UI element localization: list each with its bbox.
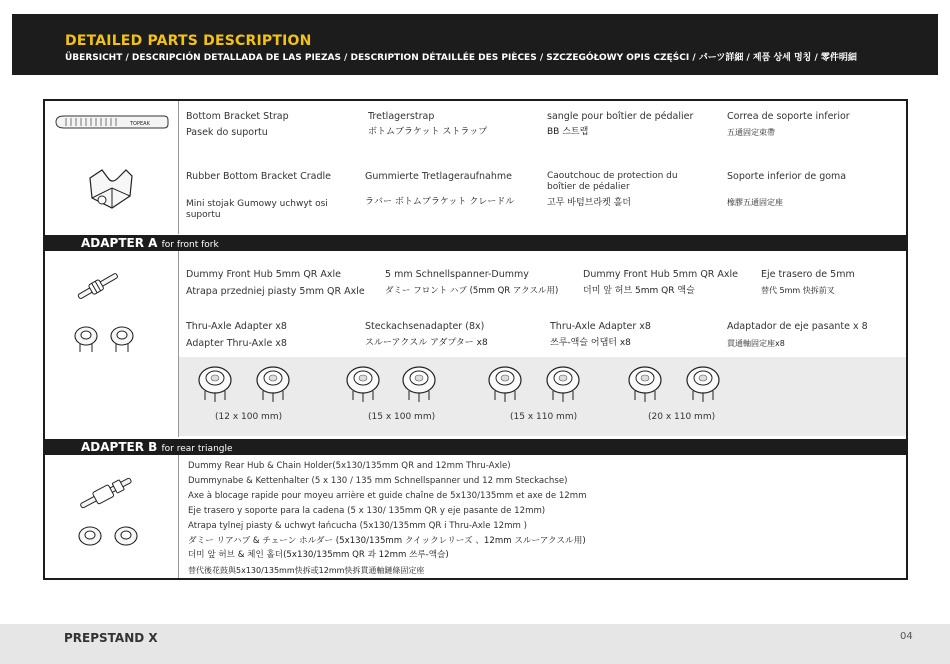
strap-es: Correa de soporte inferior [727,111,850,122]
rear-line-en: Dummy Rear Hub & Chain Holder(5x130/135mm QR and 12mm Thru-Axle) [188,461,511,471]
page-number: 04 [900,631,913,642]
page-title: DETAILED PARTS DESCRIPTION [65,33,312,49]
size-label-1: (12 x 100 mm) [215,412,283,422]
adapter-b-label: ADAPTER B [81,440,158,454]
thru-en: Thru-Axle Adapter x8 [186,321,287,332]
thru-es: Adaptador de eje pasante x 8 [727,321,868,332]
thru-ja: スルーアクスル アダプター x8 [365,338,488,348]
adapter-a-heading [81,236,219,250]
cradle-fr: Caoutchouc de protection du boîtier de pédalier [547,171,678,192]
thru-fr: Thru-Axle Adapter x8 [550,321,651,332]
size-label-2: (15 x 100 mm) [368,412,436,422]
rear-line-fr: Axe à blocage rapide pour moyeu arrière et guide chaîne de 5x130/135mm et axe de 12mm [188,491,587,501]
rear-line-zh: 替代後花鼓與5x130/135mm快拆或12mm快拆貫通軸鏈條固定座 [188,566,425,575]
hub-pl: Atrapa przedniej piasty 5mm QR Axle [186,286,365,297]
hub-es: Eje trasero de 5mm [761,269,855,280]
thru-zh: 貫通軸固定座x8 [727,339,785,348]
strap-de: Tretlagerstrap [368,111,435,122]
hub-de: 5 mm Schnellspanner-Dummy [385,269,529,280]
rear-line-pl: Atrapa tylnej piasty & uchwyt łańcucha (5x130/135mm QR i Thru-Axle 12mm ) [188,521,527,531]
cradle-zh: 橡膠五通固定座 [727,198,783,207]
page-header [12,14,938,75]
rear-line-ko: 더미 앞 허브 & 체인 홀더(5x130/135mm QR 과 12mm 쓰루-액슬) [188,550,449,560]
strap-ko: BB 스트랩 [547,127,589,137]
adapter-b-heading [81,440,233,454]
adapter-pairs-illustration [195,360,905,406]
column-divider [178,101,179,234]
hub-ko: 더미 앞 허브 5mm QR 액슬 [583,286,695,296]
adapter-b-band [45,439,906,455]
rear-line-de: Dummynabe & Kettenhalter (5 x 130 / 135 mm Schnellspanner und 12 mm Steckachse) [188,476,568,486]
strap-zh: 五通固定束帶 [727,128,775,137]
strap-illustration [52,110,172,134]
strap-ja: ボトムブラケット ストラップ [368,127,488,137]
cradle-pl: Mini stojak Gumowy uchwyt osi suportu [186,199,328,220]
thru-axle-adapter-illustration [72,322,138,356]
adapter-b-sub: for rear triangle [161,444,233,454]
rear-adapter-illustration [76,524,142,552]
page-subtitle: ÜBERSICHT / DESCRIPCIÓN DETALLADA DE LAS PIEZAS / DESCRIPTION DÉTAILLÉE DES PIÈCES / SZCZEGÓŁOWY OPIS CZĘŚCI / パーツ詳細 / 제품 상세 명칭 / 零件明細 [65,53,857,63]
hub-ja: ダミー フロント ハブ (5mm QR アクスル用) [385,286,559,296]
strap-brand-print: TOPEAK [130,121,150,127]
footer-brand: PREPSTAND X [64,631,158,645]
size-label-3: (15 x 110 mm) [510,412,578,422]
cradle-es: Soporte inferior de goma [727,171,847,182]
hub-en: Dummy Front Hub 5mm QR Axle [186,269,342,280]
strap-pl: Pasek do suportu [186,127,268,138]
thru-de: Steckachsenadapter (8x) [365,321,485,332]
front-hub-illustration [74,270,124,302]
cradle-ko: 고무 바텀브라켓 홀더 [547,198,631,208]
cradle-de: Gummierte Tretlageraufnahme [365,171,512,182]
strap-fr: sangle pour boîtier de pédalier [547,111,694,122]
thru-pl: Adapter Thru-Axle x8 [186,338,287,349]
adapter-a-label: ADAPTER A [81,236,158,250]
hub-fr: Dummy Front Hub 5mm QR Axle [583,269,739,280]
rear-hub-illustration [76,476,138,510]
adapter-a-sub: for front fork [161,240,219,250]
strap-en: Bottom Bracket Strap [186,111,289,122]
cradle-en: Rubber Bottom Bracket Cradle [186,171,331,182]
rear-line-ja: ダミー リアハブ & チェーン ホルダー (5x130/135mm クイックレリーズ 、12mm スルーアクスル用) [188,536,586,546]
cradle-illustration [82,160,138,212]
column-divider [178,455,179,578]
thru-ko: 쓰루-액슬 어댑터 x8 [550,338,631,348]
page-footer [0,624,950,664]
hub-zh: 替代 5mm 快拆前叉 [761,286,835,295]
adapter-a-band [45,235,906,251]
cradle-ja: ラバー ボトムブラケット クレードル [365,197,515,207]
size-label-4: (20 x 110 mm) [648,412,716,422]
rear-line-es: Eje trasero y soporte para la cadena (5 x 130/ 135mm QR y eje pasante de 12mm) [188,506,546,516]
